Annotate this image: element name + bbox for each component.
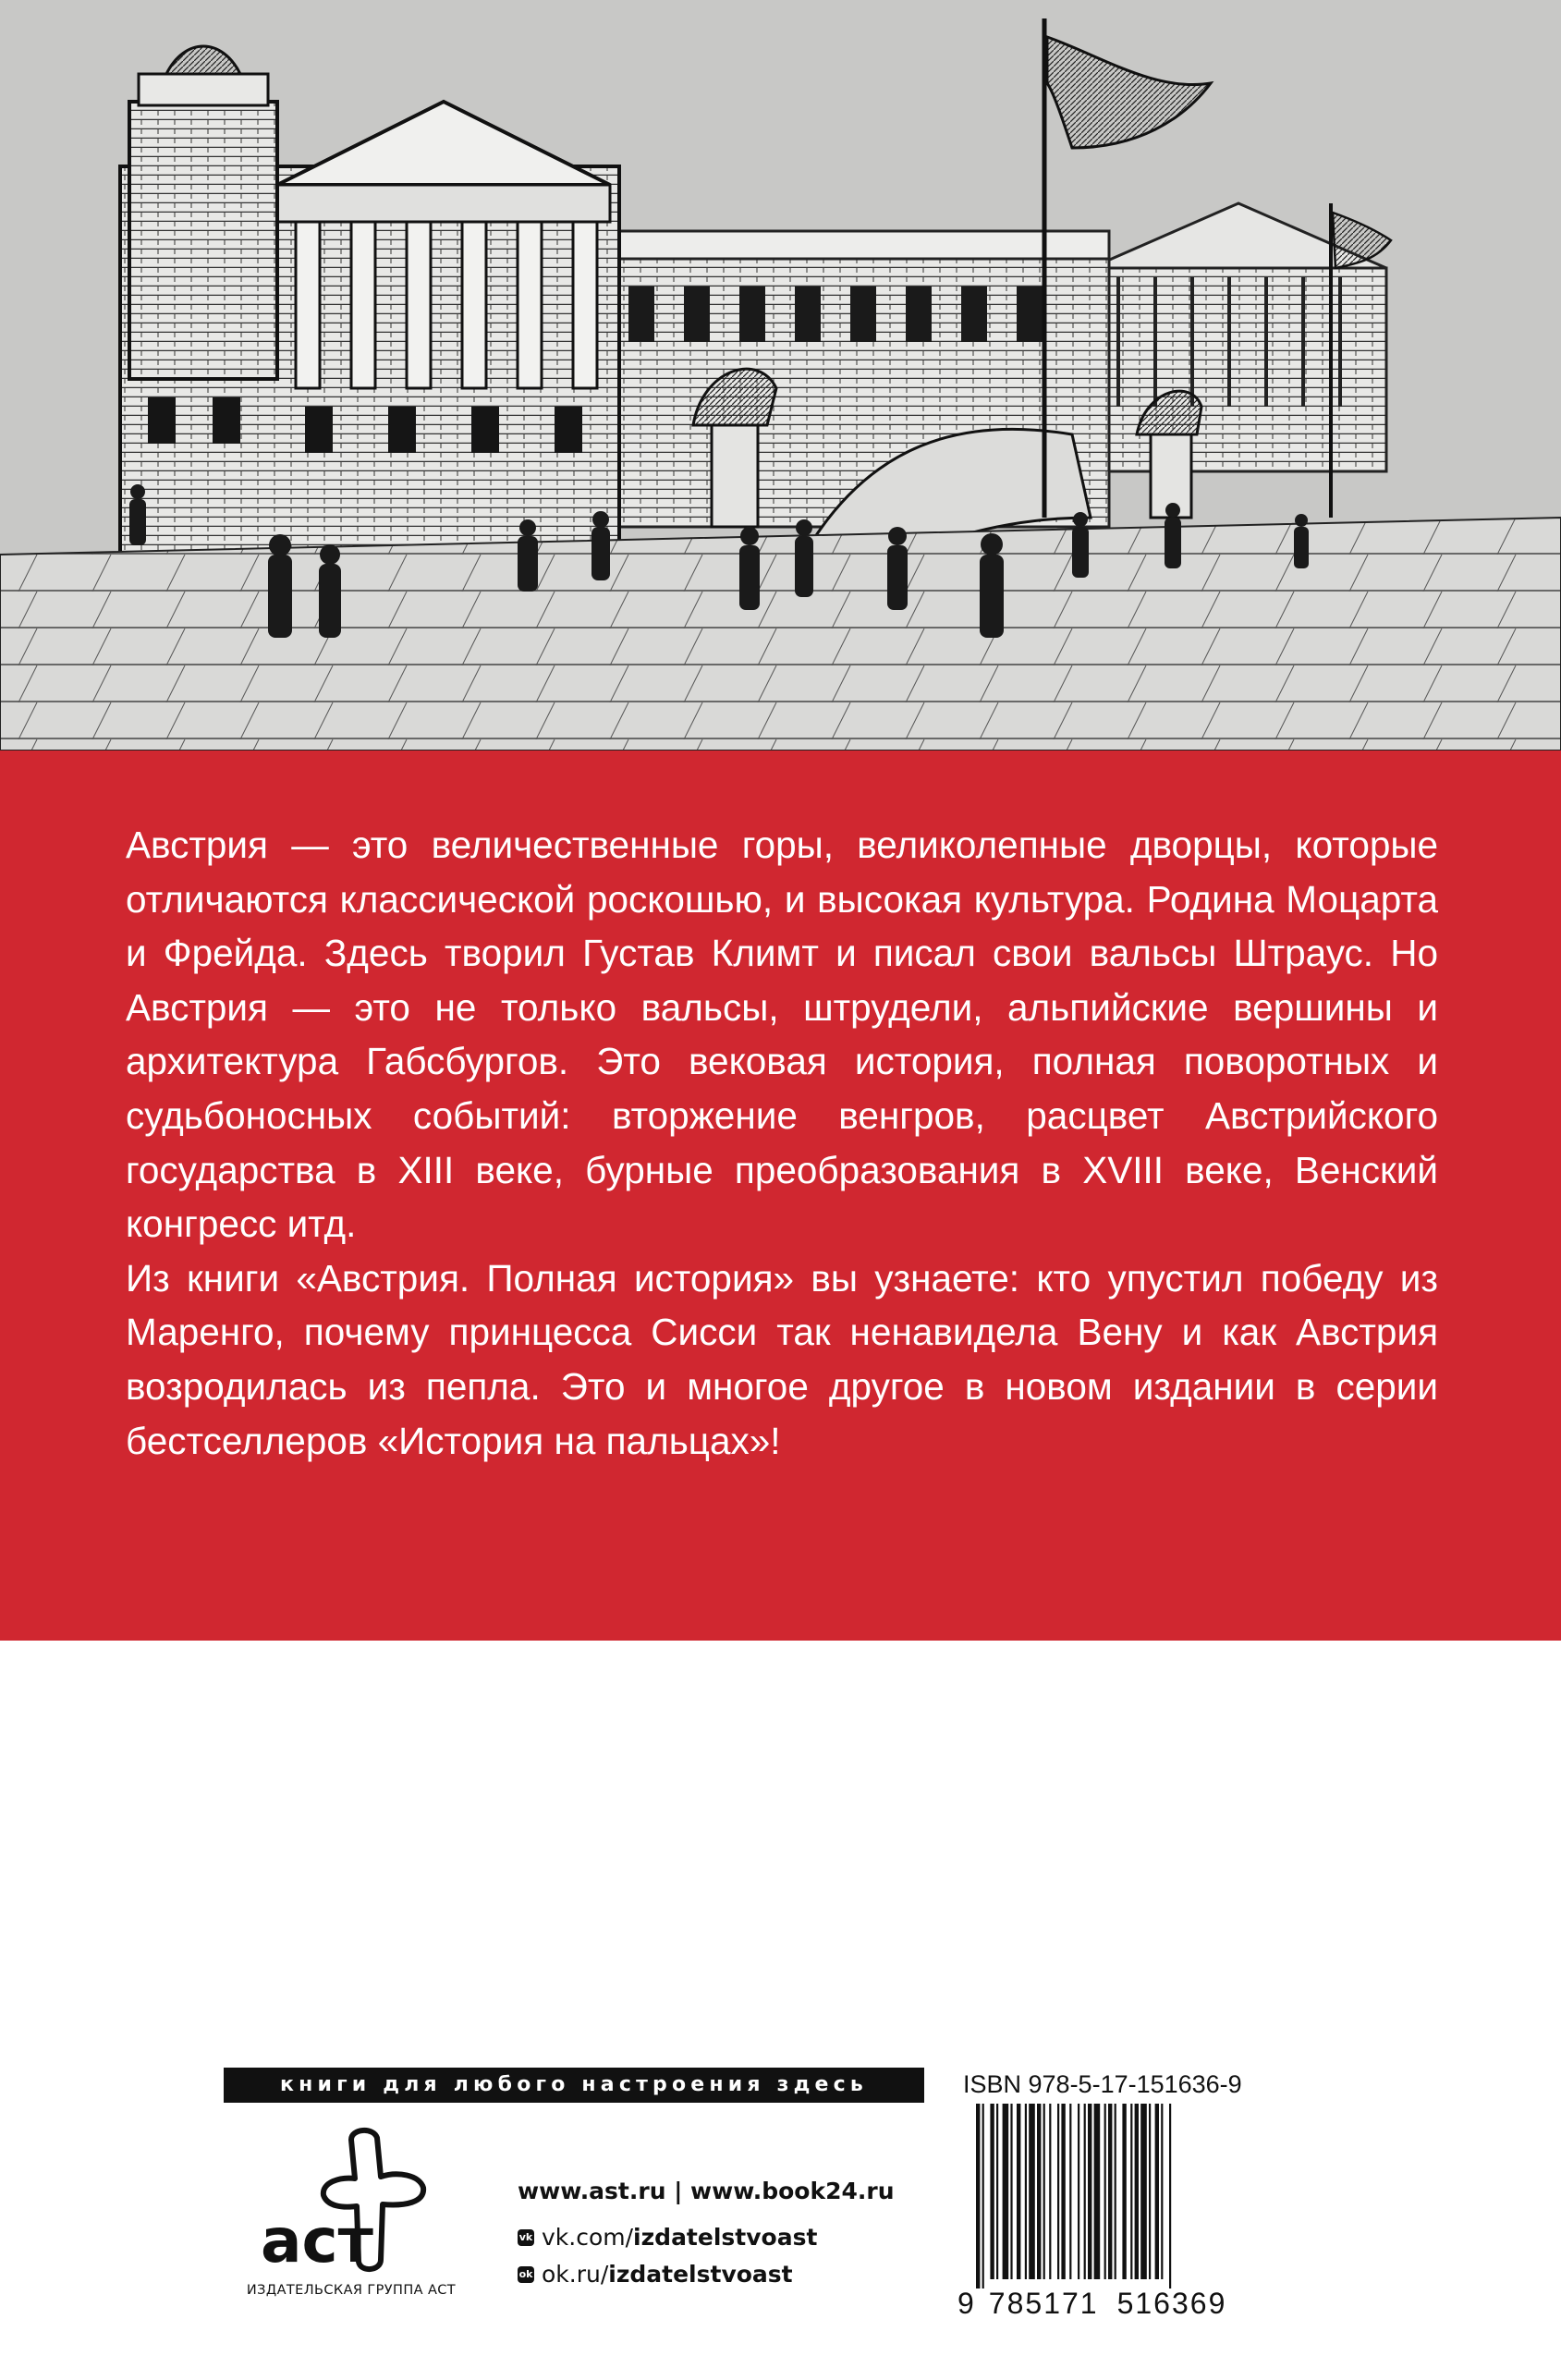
barcode-bar (1135, 2104, 1139, 2279)
vk-icon: vk (518, 2229, 534, 2246)
parliament-engraving (0, 0, 1561, 751)
barcode-bar (1049, 2104, 1051, 2279)
publisher-logo (242, 2121, 445, 2278)
barcode-bar (1140, 2104, 1147, 2279)
barcode-bar (1155, 2104, 1159, 2279)
barcode-bar (1130, 2104, 1132, 2279)
description-paragraph-2: Из книги «Австрия. Полная история» вы узнаете: кто упустил победу из Маренго, почему принцесса Сисси так ненавидела Вену и как Австрия возродилась из пепла. Это и многое другое в новом издании в серии бестселлеров «История на пальцах»! (126, 1256, 1438, 1462)
ean-left-group: 785171 (988, 2287, 1099, 2320)
barcode-bar (1017, 2104, 1020, 2279)
barcode-bar (1010, 2104, 1012, 2279)
barcode-bar (1161, 2104, 1163, 2279)
barcode-bar (1025, 2104, 1027, 2279)
vk-handle: izdatelstvoast (633, 2224, 818, 2251)
barcode-bar (976, 2104, 980, 2288)
publisher-tagline: книги для любого настроения здесь (224, 2068, 924, 2103)
barcode-bar (1094, 2104, 1101, 2279)
barcode-bar (1108, 2104, 1112, 2279)
barcode-bar (1078, 2104, 1079, 2279)
barcode-bar (1084, 2104, 1086, 2279)
publisher-name: ИЗДАТЕЛЬСКАЯ ГРУППА АСТ (246, 2283, 457, 2298)
barcode-bar (996, 2104, 998, 2279)
vk-prefix: vk.com/ (542, 2224, 634, 2251)
isbn-label: ISBN 978-5-17-151636-9 (963, 2070, 1242, 2098)
barcode-bar (1057, 2104, 1059, 2279)
ok-icon: ok (518, 2266, 534, 2283)
barcode-bar (1115, 2104, 1116, 2279)
cover-illustration (0, 0, 1561, 751)
barcode-bar (990, 2104, 994, 2279)
barcode-bar (1104, 2104, 1106, 2279)
ok-link[interactable] (518, 2261, 793, 2288)
barcode-bar (1003, 2104, 1009, 2279)
ok-handle: izdatelstvoast (608, 2261, 793, 2288)
barcode-bar (1122, 2104, 1126, 2279)
barcode-bar (1069, 2104, 1071, 2279)
logo-text: аст (261, 2205, 373, 2276)
ok-prefix: ok.ru/ (542, 2261, 609, 2288)
barcode-bar (982, 2104, 984, 2288)
ean-digits (957, 2287, 1235, 2321)
barcode-bar (1088, 2104, 1091, 2279)
ast-logo-icon (242, 2121, 445, 2278)
vk-link[interactable] (518, 2224, 817, 2251)
barcode-bar (1029, 2104, 1035, 2279)
book-description (126, 818, 1438, 1468)
barcode-bar (1037, 2104, 1041, 2279)
barcode-bar (1043, 2104, 1045, 2279)
barcode-bar (1169, 2104, 1171, 2288)
publisher-websites[interactable]: www.ast.ru | www.book24.ru (518, 2178, 895, 2204)
ean-first-digit: 9 (957, 2287, 976, 2320)
barcode-bar (1149, 2104, 1151, 2279)
barcode-icon (972, 2104, 1235, 2288)
barcode-bar (1061, 2104, 1065, 2279)
description-paragraph-1: Австрия — это величественные горы, великолепные дворцы, которые отличаются классической роскошью, и высокая культура. Родина Моцарта и Фрейда. Здесь творил Густав Климт и писал свои вальсы Штраус. Но Австрия — это не только вальсы, штрудели, альпийские вершины и архитектура Габсбургов. Это вековая история, полная поворотных и судьбоносных событий: вторжение венгров, расцвет Австрийского государства в XIII веке, бурные преобразования в XVIII веке, Венский конгресс итд. (126, 824, 1438, 1246)
ean-right-group: 516369 (1116, 2287, 1227, 2320)
